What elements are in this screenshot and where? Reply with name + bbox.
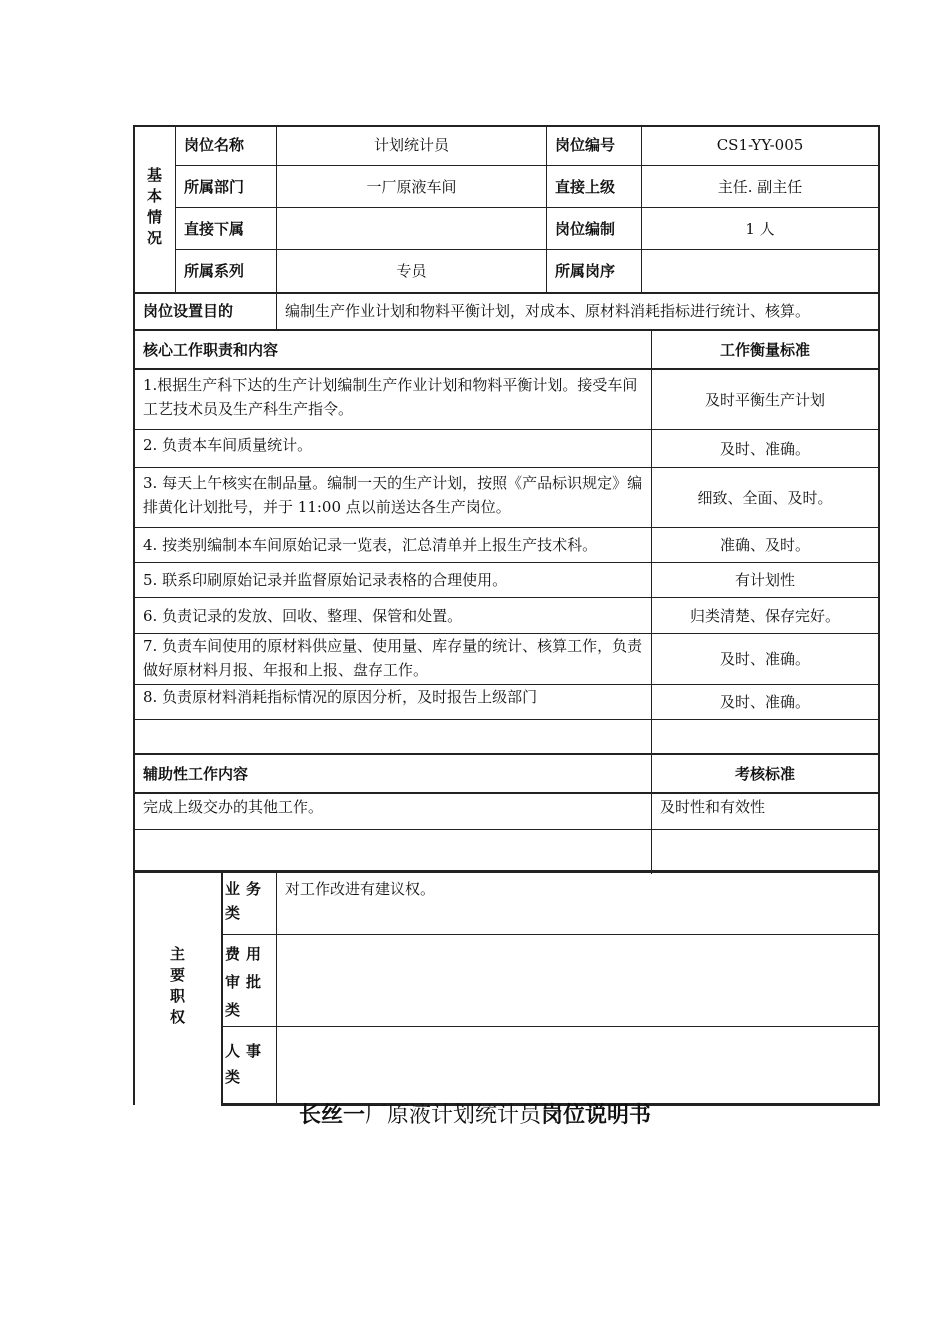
core-standard-8: 及时、准确。: [719, 693, 810, 711]
title-part-1: 长丝一: [298, 1103, 365, 1128]
value-position-code: CS1-YY-005: [716, 136, 804, 154]
core-duty-7: 7. 负责车间使用的原材料供应量、使用量、库存量的统计、核算工作，负责做好原材料月报、年报和上报、盘存工作。: [143, 637, 643, 679]
value-direct-superior: 主任. 副主任: [717, 177, 803, 196]
basic-section-label: [133, 125, 175, 292]
label-subordinates: 直接下属: [184, 219, 245, 238]
title-part-3: 岗位说明书: [541, 1103, 652, 1128]
authority-label-business: 业务类: [225, 880, 268, 922]
value-rank: [642, 250, 878, 292]
core-standard-4: 准确、及时。: [719, 536, 810, 554]
core-duty-5: 5. 联系印刷原始记录并监督原始记录表格的合理使用。: [143, 571, 508, 589]
purpose-text: 编制生产作业计划和物料平衡计划，对成本、原材料消耗指标进行统计、核算。: [285, 302, 811, 320]
authority-label-expense: 费用审批类: [225, 945, 268, 1019]
core-duty-2: 2. 负责本车间质量统计。: [143, 436, 313, 454]
authority-section-label: [133, 872, 221, 1103]
basic-section-label-text: 基本情况: [145, 166, 163, 251]
label-series: 所属系列: [184, 262, 245, 280]
authority-section-label-text: 主要职权: [168, 945, 186, 1030]
value-department: 一厂原液车间: [366, 177, 457, 196]
aux-duty-1: 完成上级交办的其他工作。: [143, 798, 324, 816]
authority-text-personnel: [277, 1038, 878, 1100]
divider: [221, 1026, 880, 1027]
core-standard-1: 及时平衡生产计划: [704, 390, 825, 409]
title-part-2: 厂原液计划统计员: [364, 1103, 541, 1128]
value-position-name: 计划统计员: [373, 136, 449, 154]
value-subordinates: [277, 208, 546, 249]
job-description-table: [133, 125, 880, 1105]
aux-duty-2: [135, 830, 651, 870]
aux-standard-1: 及时性和有效性: [660, 798, 766, 816]
label-position-name: 岗位名称: [184, 136, 245, 154]
core-standard-6: 归类清楚、保存完好。: [689, 606, 840, 625]
divider: [221, 872, 223, 1105]
document-title: [0, 1098, 950, 1129]
core-duty-1: 1.根据生产科下达的生产计划编制生产作业计划和物料平衡计划。接受车间工艺技术员及生产科生产指令。: [143, 376, 638, 418]
core-duty-3: 3. 每天上午核实在制品量。编制一天的生产计划，按照《产品标识规定》编排黄化计划批号，并于 11:00 点以前送达各生产岗位。: [143, 474, 643, 516]
core-duty-9: [135, 720, 651, 753]
value-series: 专员: [396, 262, 427, 280]
label-headcount: 岗位编制: [555, 219, 616, 238]
label-department: 所属部门: [184, 177, 245, 196]
aux-standard-2: [652, 830, 878, 870]
divider: [221, 934, 880, 935]
value-headcount: 1 人: [745, 219, 775, 238]
label-position-code: 岗位编号: [555, 136, 616, 154]
core-standard-3: 细致、全面、及时。: [697, 488, 833, 507]
core-duty-8: 8. 负责原材料消耗指标情况的原因分析，及时报告上级部门: [143, 688, 538, 706]
core-duty-6: 6. 负责记录的发放、回收、整理、保管和处置。: [143, 606, 463, 625]
core-standard-5: 有计划性: [734, 571, 795, 589]
authority-text-business: 对工作改进有建议权。: [285, 880, 436, 898]
aux-header-left: 辅助性工作内容: [143, 764, 249, 783]
core-standard-2: 及时、准确。: [719, 439, 810, 458]
core-duty-4: 4. 按类别编制本车间原始记录一览表，汇总清单并上报生产技术科。: [143, 536, 598, 554]
core-standard-7: 及时、准确。: [719, 650, 810, 668]
aux-header-right: 考核标准: [734, 764, 795, 783]
label-rank: 所属岗序: [555, 262, 616, 280]
core-header-right: 工作衡量标准: [719, 340, 810, 359]
authority-text-expense: [277, 938, 878, 1026]
label-direct-superior: 直接上级: [555, 177, 616, 196]
core-standard-9: [652, 720, 878, 753]
core-header-left: 核心工作职责和内容: [143, 340, 279, 359]
authority-label-personnel: 人事类: [225, 1042, 268, 1086]
divider: [133, 870, 880, 873]
purpose-label: 岗位设置目的: [143, 302, 234, 320]
